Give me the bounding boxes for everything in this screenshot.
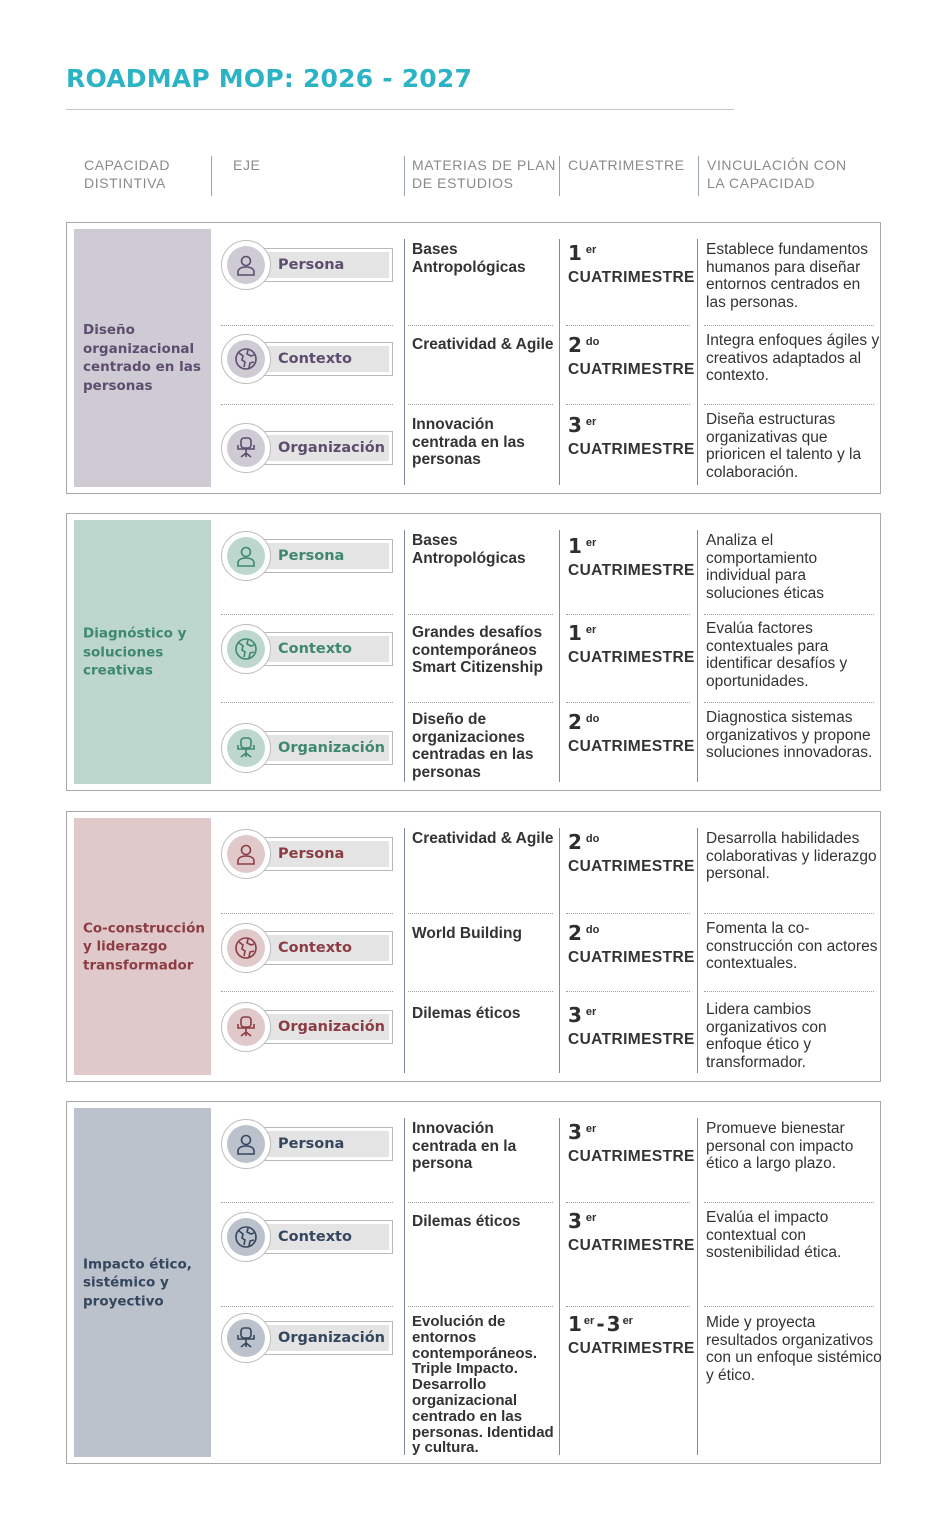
globe-icon (227, 1218, 265, 1256)
row-divider (408, 991, 553, 992)
cuatrimestre-label: CUATRIMESTRE (568, 949, 695, 966)
cuatrimestre-suffix: er (585, 1006, 597, 1018)
eje-contexto (221, 623, 397, 675)
row-divider (408, 913, 553, 914)
cuatrimestre-range-separator: - (596, 1312, 605, 1336)
materia: Innovación centrada en las personas (412, 416, 525, 468)
cuatrimestre-suffix: er (585, 537, 597, 549)
header-divider (698, 156, 699, 196)
cuatrimestre-number: 2 (568, 710, 582, 734)
vinculacion: Evalúa el impacto contextual con sostenibilidad ética. (706, 1209, 842, 1261)
cuatrimestre (568, 536, 696, 580)
capability-title: Co-construcción y liderazgo transformador (83, 919, 205, 973)
cuatrimestre-number: 3 (568, 1209, 582, 1233)
row-divider (704, 614, 874, 615)
row-divider (408, 325, 553, 326)
cuatrimestre-suffix: do (585, 924, 600, 936)
row-divider (408, 404, 553, 405)
row-divider (221, 1306, 393, 1307)
row-divider (566, 614, 690, 615)
cuatrimestre (568, 712, 696, 756)
materia: Dilemas éticos (412, 1213, 521, 1230)
row-divider (566, 991, 690, 992)
office-chair-icon (227, 1008, 265, 1046)
materia: Dilemas éticos (412, 1005, 521, 1022)
cuatrimestre-suffix: er (583, 1315, 595, 1327)
eje-organizacion (221, 1001, 397, 1053)
row-divider (221, 913, 393, 914)
cuatrimestre-number: 1 (568, 1312, 582, 1336)
row-divider (221, 1202, 393, 1203)
eje-persona (221, 828, 397, 880)
row-divider (566, 404, 690, 405)
header-cuatrimestre: CUATRIMESTRE (568, 157, 685, 173)
cuatrimestre-label: CUATRIMESTRE (568, 1237, 695, 1254)
vinculacion: Diseña estructuras organizativas que prioricen el talento y la colaboración. (706, 411, 862, 481)
materia: Bases Antropológicas (412, 532, 526, 567)
cuatrimestre-label: CUATRIMESTRE (568, 1340, 695, 1357)
person-icon (227, 835, 265, 873)
capability-title: Diagnóstico y soluciones creativas (83, 625, 187, 679)
cuatrimestre-label: CUATRIMESTRE (568, 649, 695, 666)
row-divider (566, 702, 690, 703)
eje-label: Contexto (278, 1229, 352, 1245)
cuatrimestre-suffix: er (585, 624, 597, 636)
materia: World Building (412, 925, 522, 942)
eje-label: Organización (278, 740, 386, 756)
cuatrimestre-suffix: er (585, 416, 597, 428)
cuatrimestre (568, 335, 696, 379)
capability-cell (74, 818, 211, 1075)
row-divider (566, 913, 690, 914)
eje-organizacion (221, 722, 397, 774)
vinculacion: Mide y proyecta resultados organizativos con un enfoque sistémico y ético. (706, 1314, 882, 1384)
column-divider (697, 530, 698, 782)
eje-persona (221, 530, 397, 582)
eje-label: Persona (278, 257, 345, 273)
cuatrimestre (568, 415, 696, 459)
capability-section (66, 1101, 881, 1464)
materia: Grandes desafíos contemporáneos Smart Citizenship (412, 624, 543, 676)
office-chair-icon (227, 729, 265, 767)
cuatrimestre (568, 243, 696, 287)
vinculacion: Desarrolla habilidades colaborativas y liderazgo personal. (706, 830, 877, 882)
row-divider (566, 1202, 690, 1203)
vinculacion: Integra enfoques ágiles y creativos adaptados al contexto. (706, 332, 880, 384)
cuatrimestre (568, 1314, 696, 1358)
cuatrimestre-label: CUATRIMESTRE (568, 1148, 695, 1165)
row-divider (566, 325, 690, 326)
cuatrimestre-label: CUATRIMESTRE (568, 858, 695, 875)
capability-section (66, 222, 881, 494)
cuatrimestre-label: CUATRIMESTRE (568, 1031, 695, 1048)
row-divider (704, 1306, 874, 1307)
eje-label: Contexto (278, 641, 352, 657)
globe-icon (227, 929, 265, 967)
cuatrimestre-label: CUATRIMESTRE (568, 441, 695, 458)
eje-persona (221, 239, 397, 291)
materia: Innovación centrada en la persona (412, 1120, 517, 1172)
title-divider (66, 109, 734, 110)
cuatrimestre-label: CUATRIMESTRE (568, 361, 695, 378)
eje-organizacion (221, 422, 397, 474)
eje-label: Organización (278, 440, 386, 456)
row-divider (704, 404, 874, 405)
materia: Creatividad & Agile (412, 336, 554, 353)
cuatrimestre-number: 3 (568, 1120, 582, 1144)
column-divider (697, 239, 698, 485)
cuatrimestre (568, 832, 696, 876)
row-divider (408, 702, 553, 703)
cuatrimestre-number: 2 (568, 830, 582, 854)
cuatrimestre-number: 3 (568, 1003, 582, 1027)
column-divider (404, 1118, 405, 1455)
capability-section (66, 811, 881, 1082)
cuatrimestre-suffix: er (585, 1212, 597, 1224)
vinculacion: Promueve bienestar personal con impacto ético a largo plazo. (706, 1120, 854, 1172)
page-title: ROADMAP MOP: 2026 - 2027 (66, 64, 473, 93)
eje-persona (221, 1118, 397, 1170)
row-divider (566, 1306, 690, 1307)
cuatrimestre-number: 1 (568, 621, 582, 645)
vinculacion: Analiza el comportamiento individual para soluciones éticas (706, 532, 825, 602)
eje-label: Contexto (278, 940, 352, 956)
column-divider (404, 828, 405, 1073)
cuatrimestre-number: 3 (568, 413, 582, 437)
eje-label: Organización (278, 1330, 386, 1346)
cuatrimestre-number: 1 (568, 534, 582, 558)
row-divider (221, 702, 393, 703)
capability-title: Impacto ético, sistémico y proyectivo (83, 1255, 192, 1309)
cuatrimestre-label: CUATRIMESTRE (568, 269, 695, 286)
column-divider (697, 1118, 698, 1455)
capability-section (66, 513, 881, 791)
header-divider (404, 156, 405, 196)
cuatrimestre-number: 2 (568, 921, 582, 945)
row-divider (704, 991, 874, 992)
cuatrimestre-suffix-end: er (622, 1315, 633, 1327)
column-divider (404, 530, 405, 782)
cuatrimestre-suffix: do (585, 713, 600, 725)
header-eje: EJE (233, 157, 261, 173)
eje-contexto (221, 922, 397, 974)
vinculacion: Evalúa factores contextuales para identificar desafíos y oportunidades. (706, 620, 848, 690)
person-icon (227, 537, 265, 575)
header-capacidad: CAPACIDAD DISTINTIVA (84, 157, 171, 191)
cuatrimestre (568, 1122, 696, 1166)
eje-label: Persona (278, 548, 345, 564)
cuatrimestre-number-end: 3 (606, 1312, 621, 1336)
materia: Creatividad & Agile (412, 830, 554, 847)
eje-contexto (221, 1211, 397, 1263)
cuatrimestre-label: CUATRIMESTRE (568, 738, 695, 755)
cuatrimestre (568, 1211, 696, 1255)
cuatrimestre-suffix: er (585, 244, 597, 256)
header-vinculacion: VINCULACIÓN CON LA CAPACIDAD (707, 157, 847, 191)
capability-cell (74, 229, 211, 487)
cuatrimestre-number: 1 (568, 241, 582, 265)
row-divider (704, 702, 874, 703)
row-divider (704, 913, 874, 914)
row-divider (408, 1202, 553, 1203)
cuatrimestre-suffix: do (585, 833, 600, 845)
row-divider (408, 614, 553, 615)
vinculacion: Lidera cambios organizativos con enfoque ético y transformador. (706, 1001, 827, 1071)
vinculacion: Establece fundamentos humanos para diseñar entornos centrados en las personas. (706, 241, 868, 311)
cuatrimestre (568, 923, 696, 967)
materia: Bases Antropológicas (412, 241, 526, 276)
row-divider (221, 614, 393, 615)
cuatrimestre-number: 2 (568, 333, 582, 357)
cuatrimestre (568, 1005, 696, 1049)
capability-title: Diseño organizacional centrado en las personas (83, 322, 201, 394)
person-icon (227, 1125, 265, 1163)
header-divider (559, 156, 560, 196)
materia: Diseño de organizaciones centradas en las personas (412, 711, 534, 781)
row-divider (408, 1306, 553, 1307)
column-divider (697, 828, 698, 1073)
capability-cell (74, 520, 211, 784)
eje-label: Persona (278, 1136, 345, 1152)
eje-label: Organización (278, 1019, 386, 1035)
cuatrimestre-suffix: er (585, 1123, 597, 1135)
vinculacion: Diagnostica sistemas organizativos y propone soluciones innovadoras. (706, 709, 873, 761)
row-divider (704, 1202, 874, 1203)
office-chair-icon (227, 429, 265, 467)
row-divider (221, 991, 393, 992)
capability-cell (74, 1108, 211, 1457)
column-divider (404, 239, 405, 485)
vinculacion: Fomenta la co-construcción con actores contextuales. (706, 920, 878, 972)
column-divider (559, 828, 560, 1073)
row-divider (221, 404, 393, 405)
header-divider (211, 156, 212, 196)
eje-label: Contexto (278, 351, 352, 367)
header-materias: MATERIAS DE PLAN DE ESTUDIOS (412, 157, 556, 191)
person-icon (227, 246, 265, 284)
eje-label: Persona (278, 846, 345, 862)
office-chair-icon (227, 1319, 265, 1357)
globe-icon (227, 340, 265, 378)
materia: Evolución de entornos contemporáneos. Triple Impacto. Desarrollo organizacional centrado en las personas. Identidad y cultura. (412, 1313, 554, 1457)
row-divider (221, 325, 393, 326)
cuatrimestre (568, 623, 696, 667)
globe-icon (227, 630, 265, 668)
row-divider (704, 325, 874, 326)
eje-organizacion (221, 1312, 397, 1364)
eje-contexto (221, 333, 397, 385)
cuatrimestre-label: CUATRIMESTRE (568, 562, 695, 579)
cuatrimestre-suffix: do (585, 336, 600, 348)
